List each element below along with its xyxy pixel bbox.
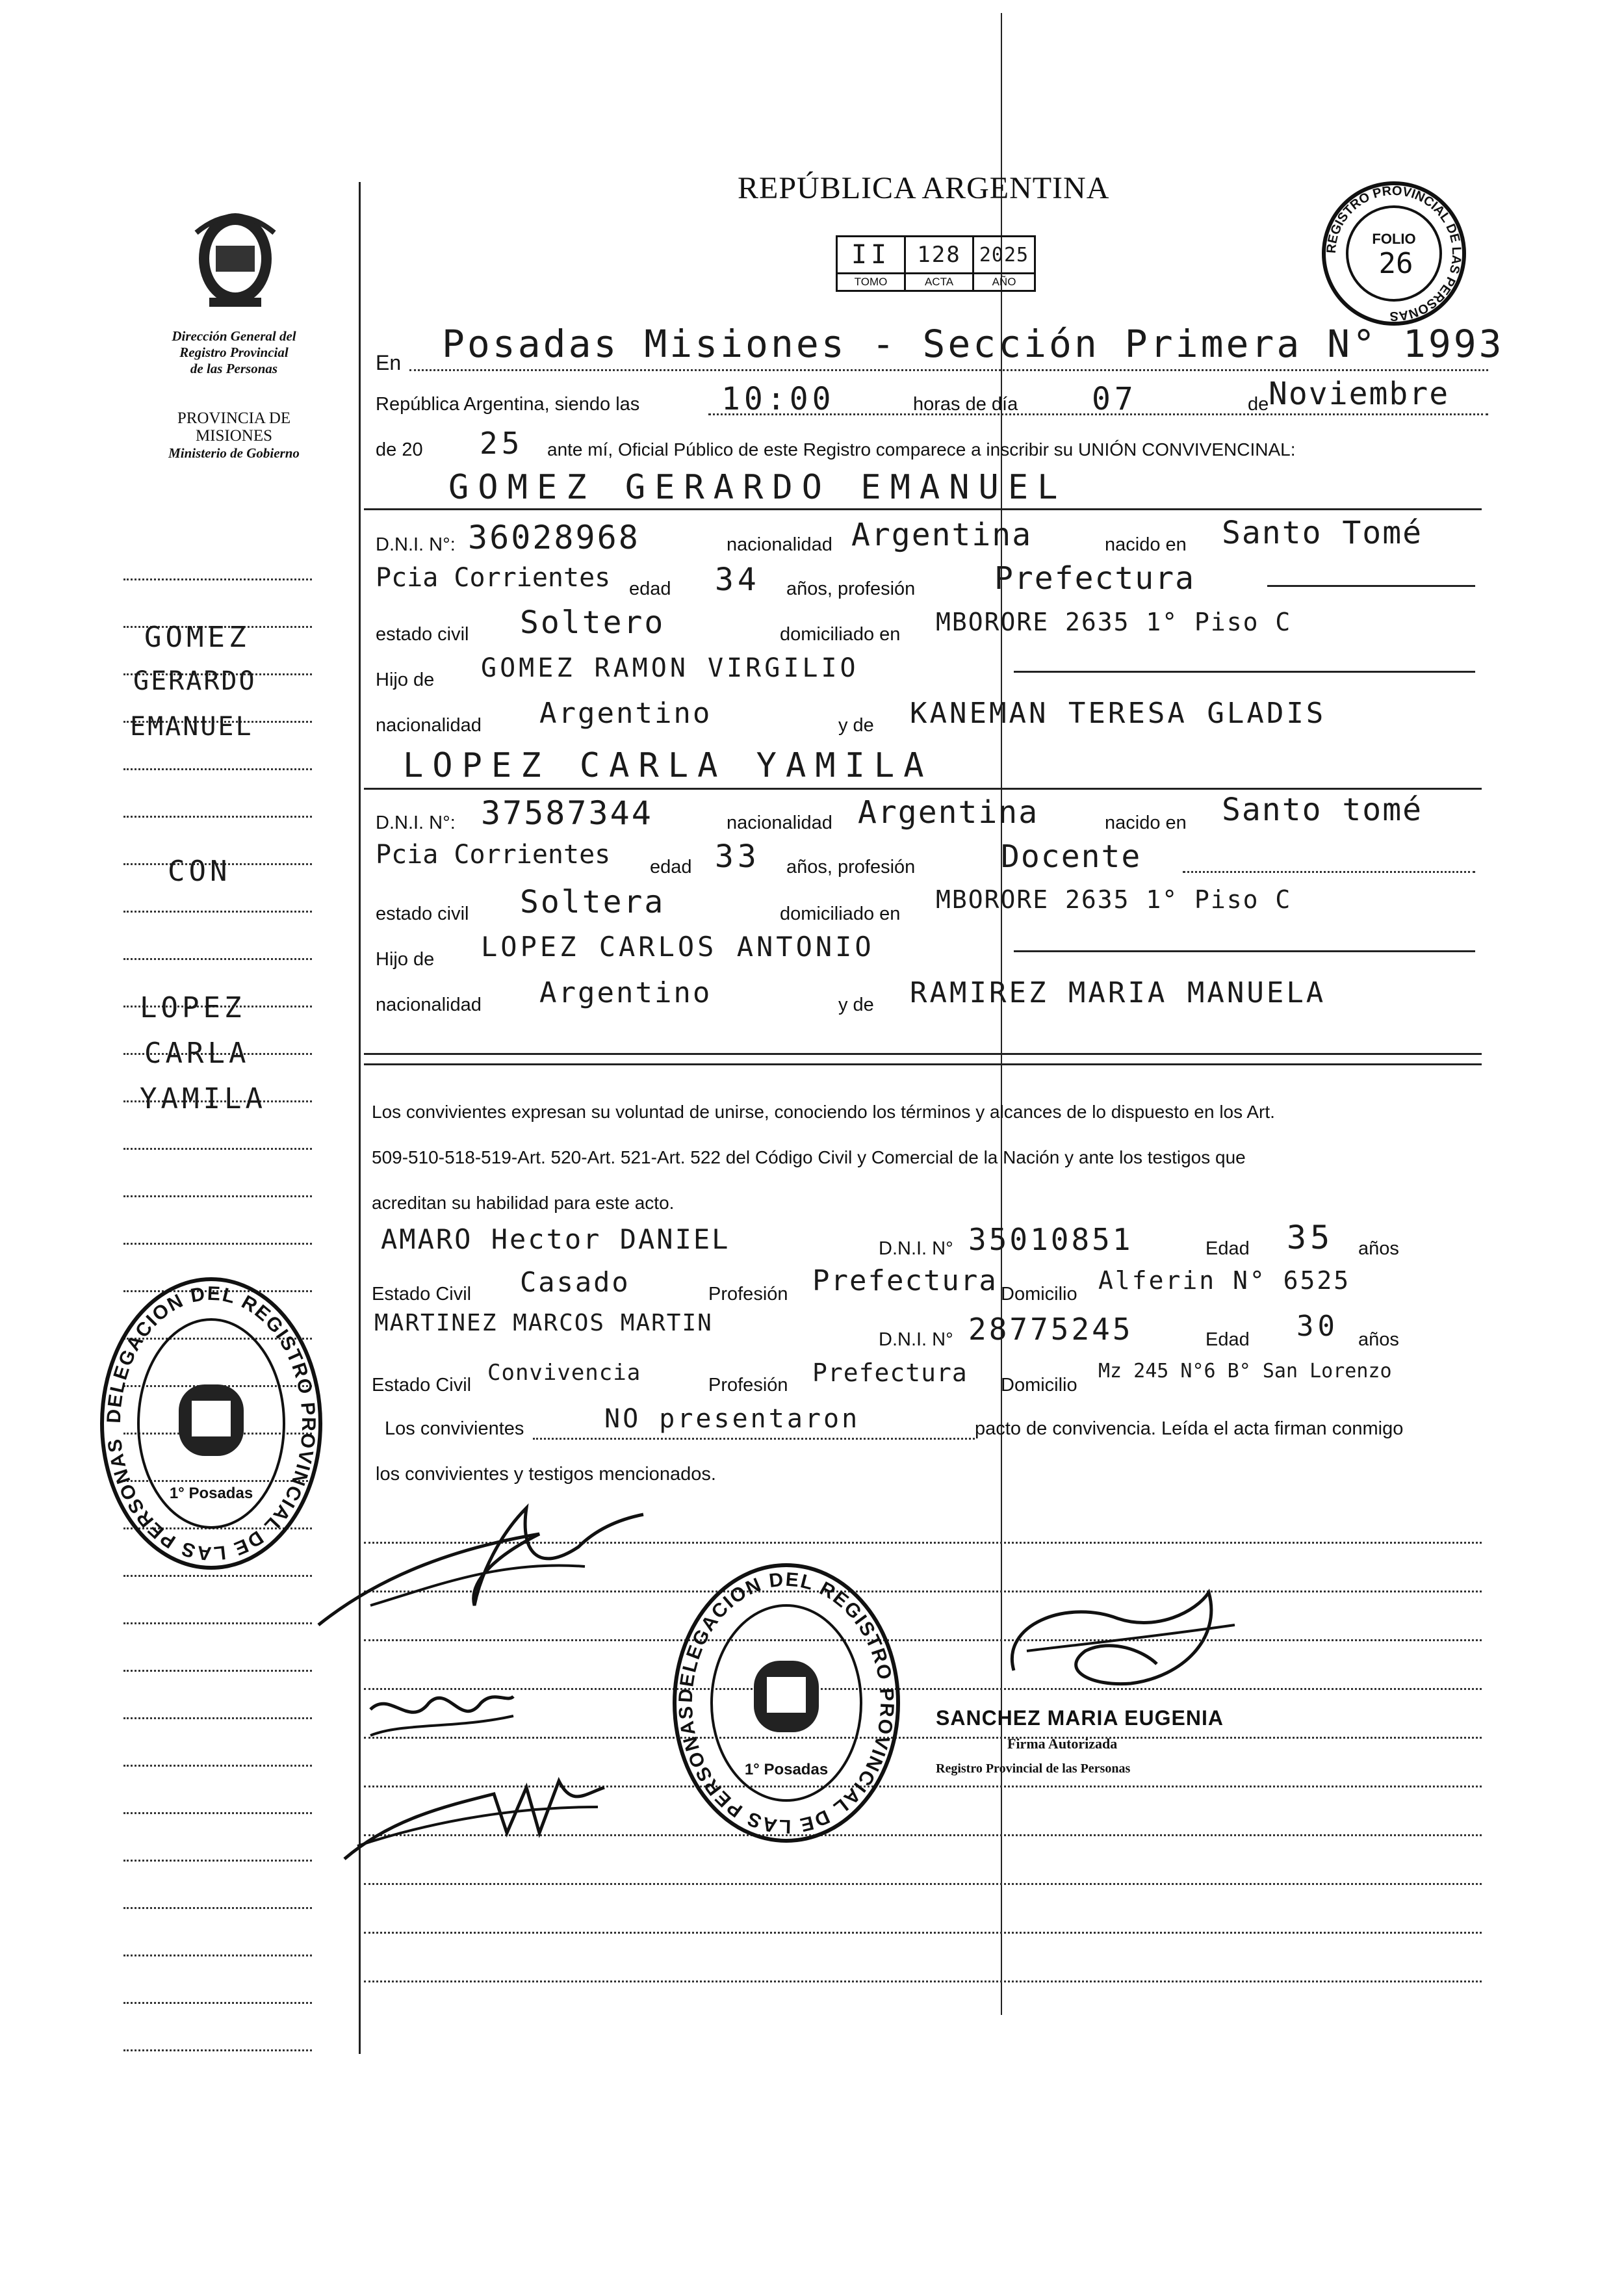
label-republic: República Argentina, siendo las [376, 394, 640, 415]
divider-1 [364, 508, 1482, 510]
signature-witness2-icon [338, 1768, 611, 1872]
person2-father: LOPEZ CARLOS ANTONIO [481, 931, 875, 963]
person1-address: MBORORE 2635 1° Piso C [936, 608, 1292, 636]
province-line-1: PROVINCIA DE [177, 409, 291, 427]
margin-note-con: CON [168, 855, 231, 888]
act-month: Noviembre [1269, 376, 1450, 412]
person1-age: 34 [715, 562, 760, 598]
person2-birthplace: Santo tomé [1222, 792, 1423, 828]
official-title: Firma Autorizada [1007, 1735, 1118, 1752]
ano-value: 2025 [973, 237, 1035, 274]
witness2-name: MARTINEZ MARCOS MARTIN [374, 1310, 713, 1336]
person1-child-label: Hijo de [376, 669, 435, 690]
witness1-prof-label: Profesión [708, 1284, 788, 1305]
folio-ring-text: REGISTRO PROVINCIAL DE LAS PERSONAS [1324, 183, 1464, 324]
witness2-age: 30 [1296, 1310, 1339, 1343]
divider-3 [364, 1053, 1482, 1055]
closing-rest: pacto de convivencia. Leída el acta firman conmigo [975, 1418, 1404, 1439]
closing-line-2: los convivientes y testigos mencionados. [376, 1464, 716, 1485]
sidebar-line-1: Dirección General del [172, 328, 296, 344]
person1-born-label: nacido en [1105, 534, 1187, 555]
person2-mother: RAMIREZ MARIA MANUELA [910, 976, 1326, 1009]
person1-civil: Soltero [520, 604, 665, 641]
person2-and-label: y de [838, 994, 874, 1015]
person2-full-name: LOPEZ CARLA YAMILA [403, 746, 933, 785]
witness2-address: Mz 245 N°6 B° San Lorenzo [1098, 1360, 1392, 1383]
person2-prof-fill [1183, 871, 1475, 873]
witness1-dom-label: Domicilio [1001, 1284, 1077, 1305]
folio-stamp [1319, 179, 1469, 328]
witness2-prof-label: Profesión [708, 1375, 788, 1396]
misiones-coat-of-arms-icon [190, 207, 281, 311]
witness2-dni: 28775245 [968, 1312, 1133, 1347]
person1-birthplace-cont: Pcia Corrientes [376, 563, 611, 593]
witness1-age-label: Edad [1205, 1238, 1250, 1259]
act-year: 25 [480, 426, 524, 461]
center-stamp-inner-text: 1° Posadas [744, 1761, 829, 1778]
sidebar-line-2: Registro Provincial [179, 344, 289, 360]
statement-line-1: Los convivientes expresan su voluntad de unirse, conociendo los términos y alcances de lo dispuesto en los Art. [372, 1102, 1275, 1122]
witness1-age: 35 [1287, 1219, 1334, 1256]
label-year-prefix: de 20 [376, 439, 423, 460]
statement-line-3: acreditan su habilidad para este acto. [372, 1193, 675, 1213]
place-underline [409, 369, 1488, 371]
person1-civil-label: estado civil [376, 624, 469, 645]
person2-child-label: Hijo de [376, 949, 435, 970]
person2-dni: 37587344 [481, 794, 653, 832]
person1-profession: Prefectura [994, 560, 1195, 597]
signature-witness1-icon [364, 1683, 520, 1755]
label-hours: horas de día [913, 394, 1018, 415]
person2-nat-label: nacionalidad [727, 812, 832, 833]
witness1-civil: Casado [520, 1266, 630, 1298]
person2-address: MBORORE 2635 1° Piso C [936, 885, 1292, 914]
person2-nat2-label: nacionalidad [376, 994, 482, 1015]
time-line [708, 413, 1488, 415]
person2-civil-label: estado civil [376, 903, 469, 924]
witness2-profession: Prefectura [812, 1358, 968, 1387]
folio-label: FOLIO [1372, 231, 1416, 247]
closing-pact-value: NO presentaron [604, 1404, 860, 1434]
act-time: 10:00 [721, 381, 835, 417]
witness1-civil-label: Estado Civil [372, 1284, 472, 1305]
country-title: REPÚBLICA ARGENTINA [738, 171, 1110, 205]
ano-label: AÑO [973, 274, 1035, 291]
person2-dom-label: domiciliado en [780, 903, 901, 924]
statement-line-2: 509-510-518-519-Art. 520-Art. 521-Art. 522 del Código Civil y Comercial de la Nación y ante los testigos que [372, 1147, 1246, 1167]
person1-age-label: edad [629, 578, 671, 599]
registry-box [836, 235, 1036, 292]
person1-prof-fill [1267, 585, 1475, 587]
person1-father-nat: Argentino [539, 697, 712, 730]
person1-birthplace: Santo Tomé [1222, 515, 1423, 551]
ministry-line: Ministerio de Gobierno [168, 445, 300, 461]
person1-mother: KANEMAN TERESA GLADIS [910, 697, 1326, 730]
margin-note-carla: CARLA [144, 1037, 250, 1070]
person1-dni: 36028968 [468, 519, 640, 556]
tomo-label: TOMO [837, 274, 905, 291]
witness2-civil-label: Estado Civil [372, 1375, 472, 1396]
witness2-age-label: Edad [1205, 1329, 1250, 1350]
sidebar-line-3: de las Personas [190, 361, 278, 376]
witness2-years-label: años [1358, 1329, 1399, 1350]
person1-dom-label: domiciliado en [780, 624, 901, 645]
act-place: Posadas Misiones - Sección Primera N° 1993 [442, 322, 1504, 366]
left-stamp-ring-text: DELEGACION DEL REGISTRO PROVINCIAL DE LAS PERSONAS [103, 1282, 320, 1565]
acta-value: 128 [905, 237, 973, 274]
label-de-month: de [1248, 394, 1269, 415]
delegation-stamp-center [669, 1560, 903, 1846]
person1-dni-label: D.N.I. N°: [376, 534, 456, 555]
person1-prof-label: años, profesión [786, 578, 916, 599]
margin-note-emanuel: EMANUEL [130, 712, 253, 742]
person2-dni-label: D.N.I. N°: [376, 812, 456, 833]
person2-civil: Soltera [520, 884, 665, 920]
person1-nationality: Argentina [851, 517, 1033, 553]
divider-3b [364, 1063, 1482, 1065]
margin-note-gerardo: GERARDO [133, 666, 257, 696]
folio-number: 26 [1378, 247, 1413, 280]
official-registry: Registro Provincial de las Personas [936, 1761, 1131, 1776]
person1-full-name: GOMEZ GERARDO EMANUEL [448, 468, 1067, 507]
person1-nat2-label: nacionalidad [376, 715, 482, 736]
label-en: En [376, 351, 402, 374]
person1-father-fill [1014, 671, 1475, 673]
official-name: SANCHEZ MARIA EUGENIA [936, 1706, 1224, 1730]
person2-father-fill [1014, 950, 1475, 952]
witness1-dni-label: D.N.I. N° [879, 1238, 953, 1259]
delegation-stamp-left [97, 1274, 325, 1573]
signature-official-icon [988, 1573, 1261, 1703]
person1-father: GOMEZ RAMON VIRGILIO [481, 653, 859, 683]
person1-nat-label: nacionalidad [727, 534, 832, 555]
person2-born-label: nacido en [1105, 812, 1187, 833]
center-stamp-ring-text: DELEGACION DEL REGISTRO PROVINCIAL DE LAS PERSONAS [675, 1568, 898, 1838]
person2-age-label: edad [650, 857, 692, 877]
witness1-name: AMARO Hector DANIEL [381, 1223, 730, 1255]
witness2-civil: Convivencia [487, 1360, 641, 1386]
witness1-dni: 35010851 [968, 1222, 1133, 1257]
tomo-value: II [837, 237, 905, 274]
margin-note-yamila: YAMILA [140, 1082, 266, 1115]
sidebar-direction-block [143, 328, 325, 377]
acta-label: ACTA [905, 274, 973, 291]
margin-note-lopez: LOPEZ [140, 991, 246, 1024]
province-line-2: MISIONES [195, 427, 273, 445]
witness1-profession: Prefectura [812, 1264, 998, 1297]
person2-nationality: Argentina [858, 794, 1039, 831]
witness1-years-label: años [1358, 1238, 1399, 1259]
divider-2 [364, 788, 1482, 790]
sidebar-province-block [143, 409, 325, 462]
margin-note-gomez: GOMEZ [144, 621, 250, 654]
witness2-dni-label: D.N.I. N° [879, 1329, 953, 1350]
person1-and-label: y de [838, 715, 874, 736]
signature-convivientes-icon [305, 1495, 669, 1638]
witness2-dom-label: Domicilio [1001, 1375, 1077, 1396]
person2-profession: Docente [1001, 838, 1142, 875]
pact-underline [533, 1438, 975, 1440]
person2-birthplace-cont: Pcia Corrientes [376, 840, 611, 870]
person2-age: 33 [715, 838, 760, 875]
witness1-address: Alferin N° 6525 [1098, 1266, 1351, 1295]
left-stamp-inner-text: 1° Posadas [169, 1485, 253, 1502]
person2-father-nat: Argentino [539, 976, 712, 1009]
person2-prof-label: años, profesión [786, 857, 916, 877]
label-intro: ante mí, Oficial Público de este Registro comparece a inscribir su UNIÓN CONVIVENCINAL: [547, 439, 1296, 460]
act-day: 07 [1092, 381, 1137, 417]
closing-conv-label: Los convivientes [385, 1418, 524, 1439]
